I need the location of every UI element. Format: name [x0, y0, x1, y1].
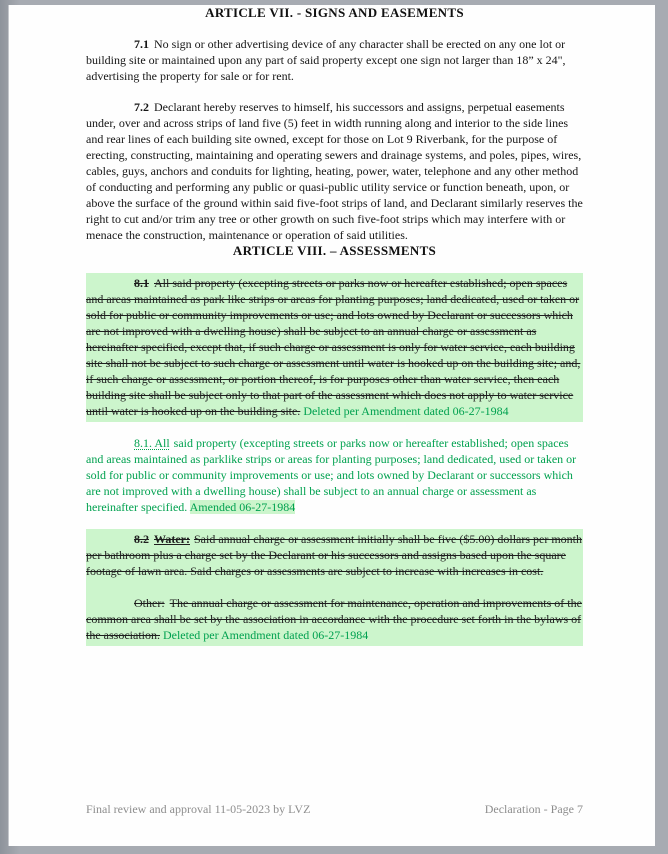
amendment-note-amended-8-1: Amended 06-27-1984 [189, 500, 296, 514]
water-label-deleted: Water: [154, 532, 190, 546]
paragraph-7-2 [86, 99, 583, 243]
deleted-paragraph-8-2-water [86, 531, 583, 579]
deleted-paragraph-8-1-text: All said property (excepting streets or parks now or hereafter established; open spaces and areas maintained as park like strips or areas for planting purposes; land dedicated, used or taken or sold for public or community improvements or use; and lots owned by Declarant or successors which are not improved with a dwelling house) shall be subject to an annual charge or assessment as hereinafter specified, except that, if such charge or assessment is only for water service, each building site shall not be subject to such charge or assessment until water is hooked up on the building site; and, if such charge or assessment, or portion thereof, is for purposes other than water service, then each building site shall be subject only to that part of the assessment which does not apply to water service until water is hooked up on the building site. [86, 276, 581, 418]
page-content [86, 5, 583, 646]
section-number-8-2-deleted: 8.2 [134, 532, 149, 546]
section-number-8-1-deleted: 8.1 [134, 276, 149, 290]
section-number-8-1-amended: 8.1. All [134, 436, 170, 450]
other-label-deleted: Other: [134, 596, 165, 610]
deleted-paragraph-8-2-other [86, 595, 583, 643]
document-page [8, 5, 655, 846]
paragraph-7-2-text: Declarant hereby reserves to himself, his successors and assigns, perpetual easements under, over and across strips of land five (5) feet in width running along and interior to the side lines and rear lines of each building site owned, except for those on Lot 9 Riverbank, for the purpose of erecting, constructing, maintaining and operating sewers and drainage systems, and poles, pipes, wires, cables, guys, anchors and conduits for lighting, heating, power, water, telephone and any other method of conducting and performing any public or quasi-public utility service or function beneath, upon, or above the surface of the ground within said five-foot strips of land, and Declarant similarly reserves the right to cut and/or trim any tree or other growth on such five-foot strips which may interfere with or menace the construction, maintenance or operation of said utilities. [86, 100, 583, 242]
footer-review-note: Final review and approval 11-05-2023 by LVZ [86, 802, 311, 816]
deleted-block-8-2 [86, 529, 583, 646]
footer-page-number: Declaration - Page 7 [484, 802, 583, 816]
deleted-paragraph-8-1 [86, 275, 583, 419]
section-number-7-1: 7.1 [134, 37, 149, 51]
article-vii-heading: ARTICLE VII. - SIGNS AND EASEMENTS [205, 5, 464, 20]
paragraph-7-1-text: No sign or other advertising device of any character shall be erected on any one lot or building site or maintained upon any part of said property except one sign not larger than 18” x 24", advertising the property for sale or for rent. [86, 37, 566, 83]
amendment-note-deleted-8-1: Deleted per Amendment dated 06-27-1984 [303, 404, 509, 418]
amended-paragraph-8-1-text: said property (excepting streets or parks now or hereafter established; open spaces and areas maintained as parklike strips or areas for planting purposes; land dedicated, used or taken or sold for public or community improvements or use; and lots owned by Declarant or successors which are not improved with a dwelling house) shall be subject to an annual charge or assessment as hereinafter specified. [86, 436, 577, 514]
deleted-paragraph-8-2-other-text: The annual charge or assessment for maintenance, operation and improvements of the common area shall be set by the association in accordance with the procedure set forth in the bylaws of the association. [86, 596, 582, 642]
section-number-7-2: 7.2 [134, 100, 149, 114]
page-footer [86, 802, 583, 817]
article-viii-heading: ARTICLE VIII. – ASSESSMENTS [232, 243, 437, 258]
deleted-paragraph-8-2-water-text: Said annual charge or assessment initially shall be five ($5.00) dollars per month per bathroom plus a charge set by the Declarant or his successors and assigns based upon the square footage of lawn area. Said charges or assessments are subject to increase with increases in cost. [86, 532, 583, 578]
amendment-note-deleted-8-2: Deleted per Amendment dated 06-27-1984 [162, 628, 369, 642]
deleted-block-8-1 [86, 273, 583, 422]
amended-paragraph-8-1 [86, 435, 583, 515]
paragraph-7-1 [86, 36, 583, 84]
